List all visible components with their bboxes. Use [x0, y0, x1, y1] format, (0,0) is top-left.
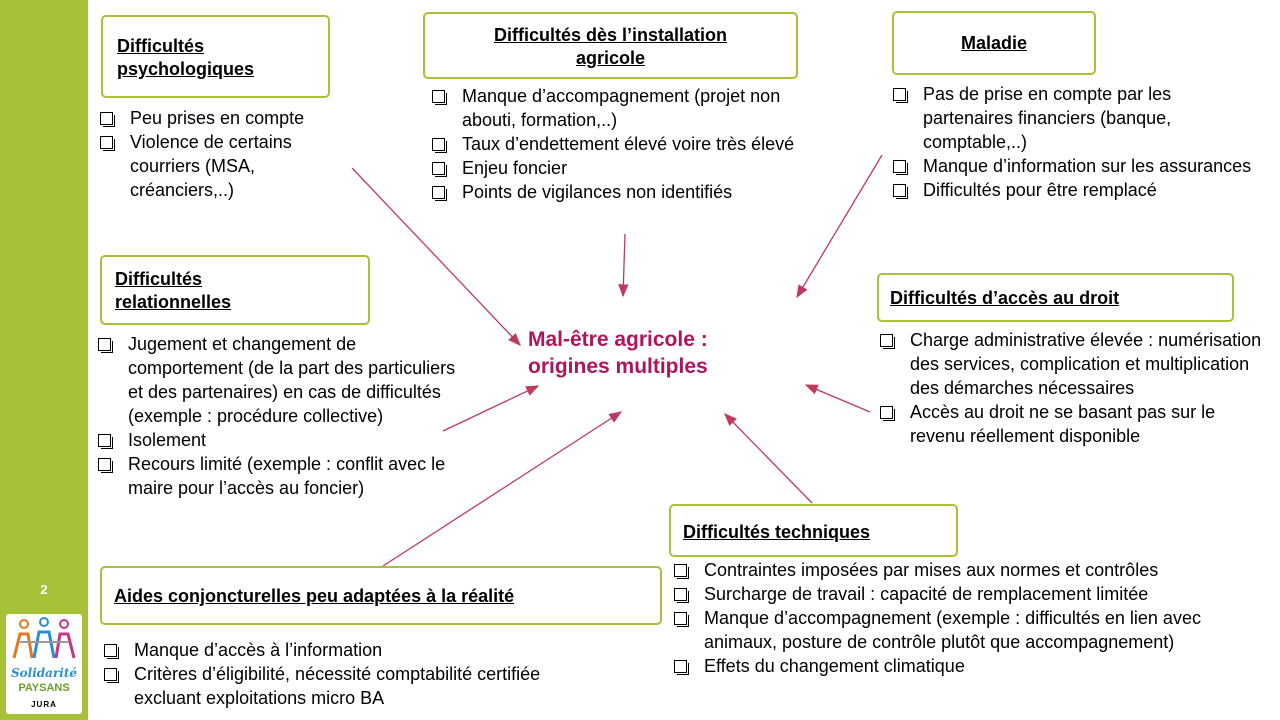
- technique-title: Difficultés techniques: [683, 522, 871, 542]
- checkbox-bullet-icon: [893, 88, 906, 101]
- list-item: Jugement et changement de comportement (de la part des particuliers et des partenaires) en cas de difficultés (exemple : procédure collective): [98, 332, 463, 428]
- checkbox-bullet-icon: [432, 90, 445, 103]
- list-psycho: [100, 106, 360, 202]
- list-technique: [674, 558, 1279, 678]
- checkbox-bullet-icon: [98, 458, 111, 471]
- droit-title: Difficultés d’accès au droit: [890, 288, 1120, 308]
- list-item: Difficultés pour être remplacé: [893, 178, 1253, 202]
- checkbox-bullet-icon: [100, 112, 113, 125]
- box-installation: [423, 12, 798, 79]
- center-title-line2: origines multiples: [528, 355, 708, 378]
- list-item: Points de vigilances non identifiés: [432, 180, 824, 204]
- list-item: Manque d’accompagnement (exemple : difficultés en lien avec animaux, posture de contrôle plutôt que accompagnement): [674, 606, 1244, 654]
- relation-title-2: relationnelles: [115, 292, 232, 312]
- list-item: Manque d’information sur les assurances: [893, 154, 1253, 178]
- box-technique: [669, 504, 958, 557]
- page-number: 2: [40, 582, 48, 597]
- list-item: Charge administrative élevée : numérisation des services, complication et multiplication des démarches nécessaires: [880, 328, 1265, 400]
- box-aides: [100, 566, 662, 625]
- list-item: Peu prises en compte: [100, 106, 360, 130]
- list-item: Effets du changement climatique: [674, 654, 1279, 678]
- checkbox-bullet-icon: [432, 186, 445, 199]
- box-droit: [877, 273, 1234, 322]
- list-item: Accès au droit ne se basant pas sur le revenu réellement disponible: [880, 400, 1265, 448]
- checkbox-bullet-icon: [674, 564, 687, 577]
- checkbox-bullet-icon: [674, 612, 687, 625]
- list-item: Violence de certains courriers (MSA, créanciers,..): [100, 130, 360, 202]
- checkbox-bullet-icon: [880, 334, 893, 347]
- list-item: Surcharge de travail : capacité de remplacement limitée: [674, 582, 1279, 606]
- checkbox-bullet-icon: [432, 138, 445, 151]
- checkbox-bullet-icon: [674, 660, 687, 673]
- checkbox-bullet-icon: [880, 406, 893, 419]
- checkbox-bullet-icon: [893, 160, 906, 173]
- list-item: Contraintes imposées par mises aux normes et contrôles: [674, 558, 1279, 582]
- list-item: Manque d’accès à l’information: [104, 638, 574, 662]
- checkbox-bullet-icon: [893, 184, 906, 197]
- checkbox-bullet-icon: [432, 162, 445, 175]
- checkbox-bullet-icon: [98, 434, 111, 447]
- list-item: Pas de prise en compte par les partenaires financiers (banque, comptable,..): [893, 82, 1253, 154]
- installation-title-2: agricole: [575, 48, 646, 68]
- box-maladie: [892, 11, 1096, 75]
- installation-title-1: Difficultés dès l’installation: [493, 25, 728, 45]
- logo-line2: PAYSANS: [18, 682, 70, 694]
- checkbox-bullet-icon: [98, 338, 111, 351]
- list-maladie: [893, 82, 1253, 202]
- list-item: Manque d’accompagnement (projet non abouti, formation,..): [432, 84, 824, 132]
- list-item: Taux d’endettement élevé voire très élevé: [432, 132, 824, 156]
- box-psycho: [101, 15, 330, 98]
- checkbox-bullet-icon: [674, 588, 687, 601]
- list-item: Critères d’éligibilité, nécessité comptabilité certifiée excluant exploitations micro BA: [104, 662, 574, 710]
- arrow-technique: [725, 414, 812, 503]
- center-title-line1: Mal-être agricole :: [528, 328, 708, 351]
- maladie-title: Maladie: [960, 33, 1028, 53]
- arrow-droit: [806, 385, 870, 412]
- relation-title-1: Difficultés: [115, 269, 203, 289]
- list-item: Recours limité (exemple : conflit avec le maire pour l’accès au foncier): [98, 452, 463, 500]
- aides-title: Aides conjoncturelles peu adaptées à la réalité: [114, 586, 515, 606]
- psycho-title-1: Difficultés: [117, 36, 205, 56]
- list-item: Enjeu foncier: [432, 156, 824, 180]
- center-title: [528, 326, 708, 380]
- list-installation: [432, 84, 824, 204]
- box-relation: [100, 255, 370, 325]
- list-item: Isolement: [98, 428, 463, 452]
- arrow-installation: [623, 234, 625, 296]
- logo-line1: Solidarité: [10, 666, 77, 680]
- list-relation: [98, 332, 463, 500]
- checkbox-bullet-icon: [104, 644, 117, 657]
- list-droit: [880, 328, 1265, 448]
- logo-line3: JURA: [31, 700, 57, 709]
- checkbox-bullet-icon: [104, 668, 117, 681]
- list-aides: [104, 638, 574, 710]
- checkbox-bullet-icon: [100, 136, 113, 149]
- psycho-title-2: psychologiques: [117, 59, 255, 79]
